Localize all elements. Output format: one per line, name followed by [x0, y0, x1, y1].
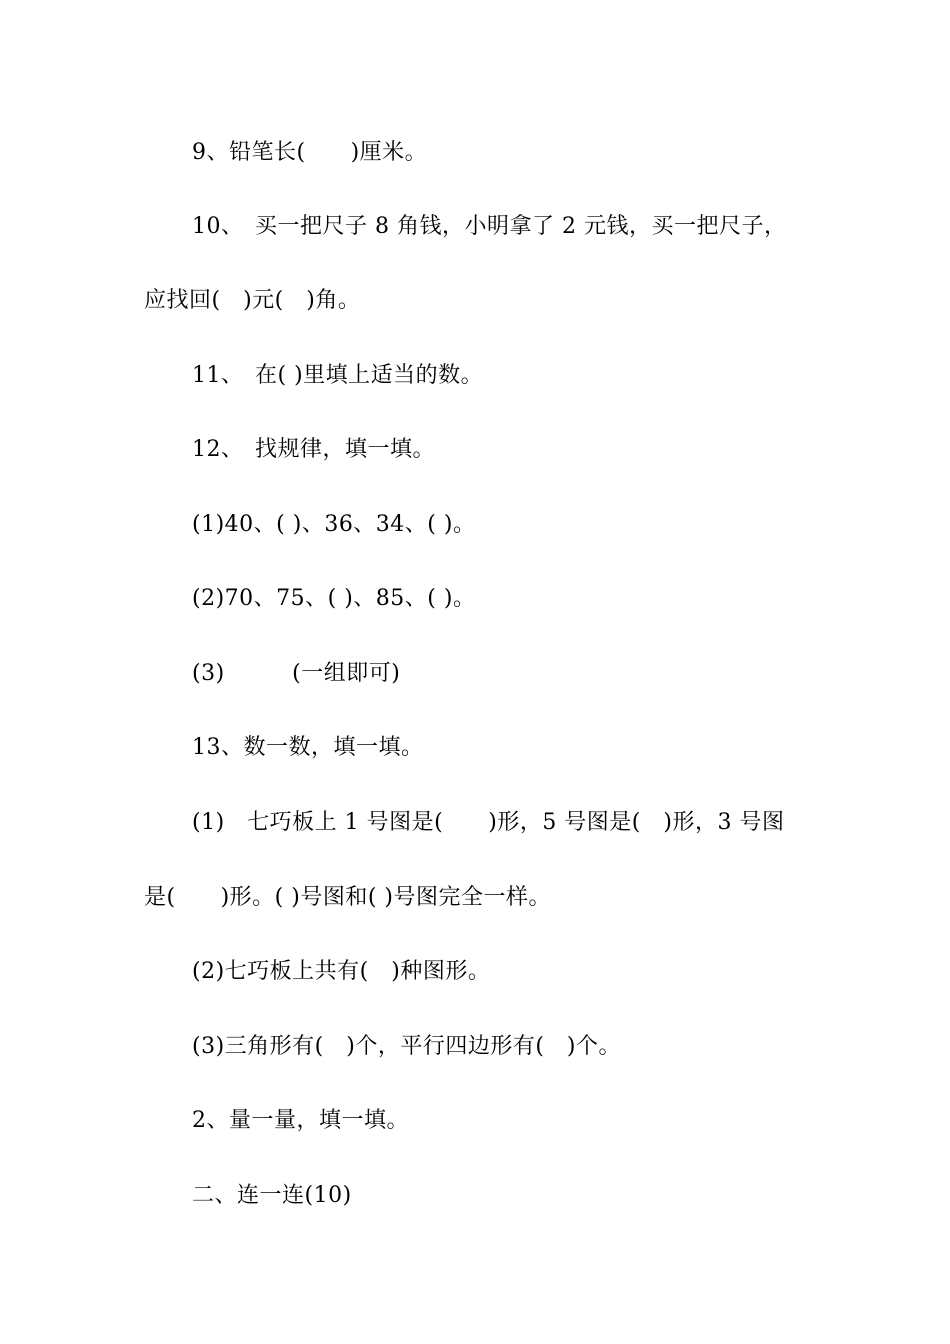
question-13-part-1: (1) 七巧板上 1 号图是( )形，5 号图是( )形，3 号图 — [192, 810, 785, 835]
question-9: 9、铅笔长( )厘米。 — [192, 140, 428, 165]
question-13: 13、数一数，填一填。 — [192, 735, 424, 760]
question-11: 11、 在( )里填上适当的数。 — [192, 363, 484, 388]
section-heading-connect: 二、连一连(10) — [192, 1183, 352, 1208]
measure-question: 2、量一量，填一填。 — [192, 1108, 409, 1133]
question-12: 12、 找规律，填一填。 — [192, 437, 435, 462]
question-12-part-3: (3) (一组即可) — [192, 661, 401, 686]
question-12-part-1: (1)40、( )、36、34、( )。 — [192, 512, 476, 537]
question-13-part-3: (3)三角形有( )个，平行四边形有( )个。 — [192, 1034, 621, 1059]
question-12-part-2: (2)70、75、( )、85、( )。 — [192, 586, 476, 611]
question-13-part-1-cont: 是( )形。( )号图和( )号图完全一样。 — [144, 885, 551, 910]
question-10-continued: 应找回( )元( )角。 — [144, 288, 361, 313]
question-10: 10、 买一把尺子 8 角钱，小明拿了 2 元钱，买一把尺子， — [192, 214, 787, 239]
question-13-part-2: (2)七巧板上共有( )种图形。 — [192, 959, 491, 984]
